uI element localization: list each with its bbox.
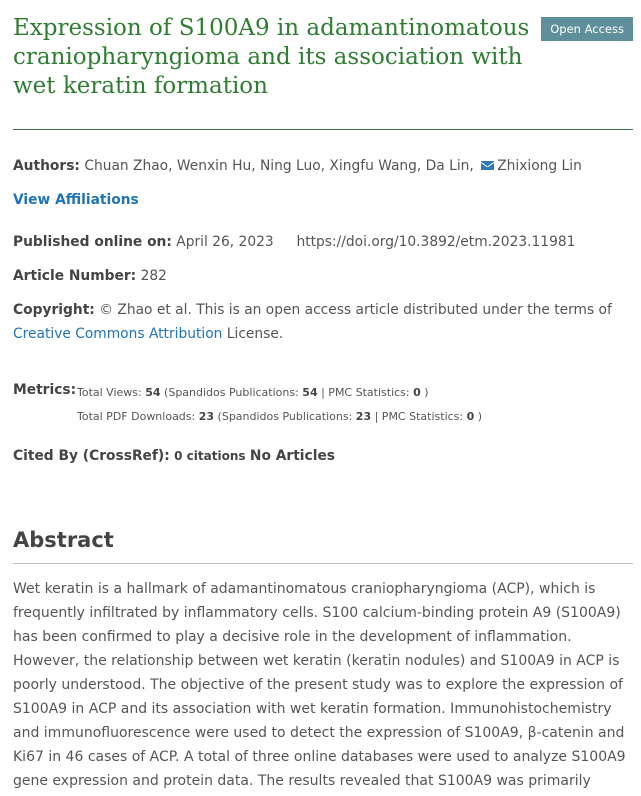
- cited-by-line: [13, 444, 633, 468]
- article-number-line: [13, 264, 633, 288]
- pdf-spandidos-label: (Spandidos Publications:: [217, 410, 353, 423]
- views-spandidos: 54: [302, 386, 318, 399]
- abstract-divider: [13, 563, 633, 564]
- views-prefix: Total Views:: [77, 386, 142, 399]
- article-number-value: 282: [140, 268, 167, 284]
- published-date: April 26, 2023: [176, 234, 274, 250]
- title-row: [13, 14, 633, 101]
- pdf-pmc: 0: [466, 410, 475, 423]
- published-line: [13, 230, 633, 254]
- view-affiliations-row: [13, 188, 633, 212]
- authors-names: Chuan Zhao, Wenxin Hu, Ning Luo, Xingfu Wang, Da Lin,: [84, 158, 474, 174]
- cited-by-label: Cited By (CrossRef):: [13, 448, 170, 464]
- views-close: ): [424, 386, 429, 399]
- views-total: 54: [145, 386, 161, 399]
- pdf-close: ): [477, 410, 483, 423]
- pdf-spandidos: 23: [355, 410, 372, 423]
- pdf-prefix: Total PDF Downloads:: [77, 410, 196, 423]
- metrics-views-line: [77, 386, 429, 399]
- abstract-text: Wet keratin is a hallmark of adamantinomatous craniopharyngioma (ACP), which is frequently infiltrated by inflammatory cells. S100 calcium-binding protein A9 (S100A9) has been confirmed to play a decisive role in the development of inflammation. However, the relationship between wet keratin (keratin nodules) and S100A9 in ACP is poorly understood. The objective of the present study was to explore the expression of S100A9 in ACP and its association with wet keratin formation. Immunohistochemistry and immunofluorescence were used to detect the expression of S100A9, β-catenin and Ki67 in 46 cases of ACP. A total of three online databases were used to analyze S100A9 gene expression and protein data. The results revealed that S100A9 was primarily: [13, 581, 626, 789]
- pdf-pmc-label: | PMC Statistics:: [374, 410, 464, 423]
- abstract-heading: Abstract: [13, 528, 114, 552]
- authors-line: [13, 154, 633, 178]
- doi-link[interactable]: https://doi.org/10.3892/etm.2023.11981: [296, 234, 576, 250]
- views-pmc-label: | PMC Statistics:: [321, 386, 410, 399]
- view-affiliations-link[interactable]: View Affiliations: [13, 192, 139, 208]
- copyright-suffix: License.: [226, 326, 284, 342]
- cited-by-result: No Articles: [249, 448, 336, 464]
- metrics-pdf-line: [77, 410, 482, 423]
- pdf-total: 23: [198, 410, 215, 423]
- authors-label: Authors:: [13, 158, 80, 174]
- copyright-text: © Zhao et al. This is an open access article distributed under the terms of: [99, 302, 612, 318]
- title-divider: [13, 129, 633, 130]
- open-access-badge: Open Access: [541, 17, 633, 41]
- creative-commons-link[interactable]: Creative Commons Attribution: [13, 326, 223, 342]
- views-pmc: 0: [413, 386, 421, 399]
- article-title: Expression of S100A9 in adamantinomatous craniopharyngioma and its association with wet keratin formation: [13, 15, 530, 99]
- mail-icon[interactable]: [481, 161, 494, 170]
- corresponding-author[interactable]: Zhixiong Lin: [497, 158, 582, 174]
- views-spandidos-label: (Spandidos Publications:: [164, 386, 299, 399]
- published-label: Published online on:: [13, 234, 172, 250]
- copyright-block: [13, 298, 633, 346]
- copyright-label: Copyright:: [13, 302, 95, 318]
- metrics-label: Metrics:: [13, 382, 77, 398]
- cited-by-count: 0 citations: [174, 449, 246, 463]
- article-number-label: Article Number:: [13, 268, 137, 284]
